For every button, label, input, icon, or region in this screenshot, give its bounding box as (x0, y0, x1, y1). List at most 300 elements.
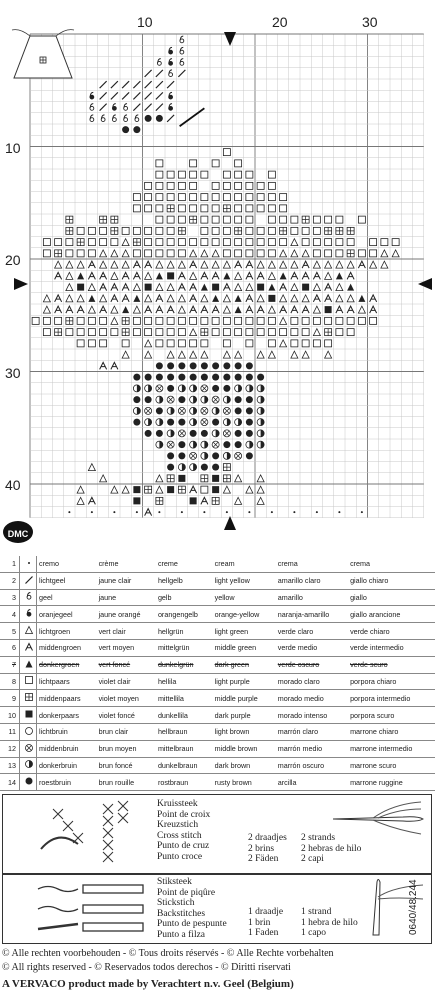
needle-icon (333, 799, 428, 839)
stitch-tri-open (325, 272, 332, 279)
legend-color-name: morado intenso (276, 707, 348, 724)
stitch-sq-open (223, 216, 230, 223)
stitch-sq-open (88, 329, 95, 336)
legend-color-name: light brown (213, 723, 276, 740)
legend-color-name: verde intermedio (348, 639, 435, 656)
stitch-sq-grid (235, 227, 242, 234)
stitch-ci-half (145, 419, 152, 426)
stitch-ci-x (212, 396, 219, 403)
stitch-six-bold (169, 92, 173, 99)
stitch-slash (122, 92, 129, 99)
stitch-tri-open (347, 295, 354, 302)
copyright-line-2: © All rights reserved - © Reservados todos derechos - © Diritti riservati (2, 962, 291, 973)
stitch-tri-open (145, 340, 152, 347)
stitch-tri-a (88, 261, 95, 268)
stitch-six (112, 115, 116, 122)
stitch-tri-open (66, 295, 73, 302)
stitch-tri-a (246, 261, 253, 268)
legend-color-name: marrone chiaro (348, 723, 435, 740)
legend-color-name: brun clair (97, 723, 156, 740)
stitch-ci-half (257, 407, 264, 414)
legend-number: 13 (0, 757, 20, 774)
legend-color-name: morado claro (276, 673, 348, 690)
stitch-tri-a (313, 272, 320, 279)
legend-color-name: orangengelb (156, 606, 213, 623)
stitch-ci-solid (190, 374, 197, 381)
legend-row (0, 589, 435, 606)
stitch-ci-x (235, 452, 242, 459)
stitch-sq-open (246, 205, 253, 212)
stitch-ci-half (190, 419, 197, 426)
stitch-tri-solid (201, 284, 208, 291)
stitch-sq-open (235, 317, 242, 324)
stitch-sq-open (178, 194, 185, 201)
stitch-tri-open (268, 261, 275, 268)
stitch-ci-half (246, 385, 253, 392)
stitch-sq-open (156, 205, 163, 212)
stitch-ci-half (156, 441, 163, 448)
axis-top-20: 20 (272, 14, 288, 30)
stitch-ci-half (156, 419, 163, 426)
stitch-tri-open (156, 486, 163, 493)
stitch-sq-grid (156, 497, 163, 504)
stitch-sq-open (156, 250, 163, 257)
axis-left-20: 20 (5, 252, 21, 268)
stitch-sq-open (156, 239, 163, 246)
stitch-sq-open (145, 250, 152, 257)
stitch-tri-a (55, 295, 62, 302)
axis-top-30: 30 (362, 14, 378, 30)
stitch-tri-a (190, 486, 197, 493)
stitch-tri-open (257, 497, 264, 504)
stitch-tri-a (223, 284, 230, 291)
stitch-slash (100, 81, 107, 88)
stitch-sq-open (347, 239, 354, 246)
stitch-tri-open (392, 250, 399, 257)
stitch-ci-solid (178, 374, 185, 381)
stitch-tri-open (145, 272, 152, 279)
stitch-tri-open (302, 250, 309, 257)
stitch-sq-open (77, 227, 84, 234)
stitch-sq-open (223, 317, 230, 324)
stitch-ci-x (167, 441, 174, 448)
stitch-tri-open (100, 295, 107, 302)
stitch-tri-solid (280, 272, 287, 279)
legend-symbol-icon (20, 623, 37, 640)
stitch-dot (91, 511, 93, 513)
stitch-tri-open (111, 486, 118, 493)
stitch-sq-open (156, 171, 163, 178)
stitch-tri-solid (212, 295, 219, 302)
stitch-ci-solid (246, 362, 253, 369)
legend-color-name: rostbraun (156, 774, 213, 791)
stitch-tri-open (201, 261, 208, 268)
legend-color-name: crème (97, 556, 156, 572)
stitch-tri-a (133, 261, 140, 268)
stitch-ci-half (201, 396, 208, 403)
stitch-sq-open (235, 329, 242, 336)
legend-color-name: dark brown (213, 757, 276, 774)
stitch-ci-solid (178, 419, 185, 426)
stitch-sq-open (302, 317, 309, 324)
stitch-sq-open (223, 239, 230, 246)
stitch-ci-half (133, 407, 140, 414)
stitch-tri-open (313, 329, 320, 336)
stitch-sq-open (111, 239, 118, 246)
stitch-ci-solid (235, 407, 242, 414)
stitch-tri-open (77, 295, 84, 302)
stitch-tri-a (122, 295, 129, 302)
stitch-ci-half (223, 452, 230, 459)
cross-stitch-box (2, 794, 432, 874)
legend-color-name: lichtbruin (37, 723, 97, 740)
stitch-dot (226, 511, 228, 513)
legend-color-name: cremo (37, 556, 97, 572)
stitch-sq-grid (223, 475, 230, 482)
legend-color-name: marrone ruggine (348, 774, 435, 791)
stitch-tri-solid (235, 306, 242, 313)
cross-stitch-names (157, 799, 210, 862)
stitch-tri-a (302, 272, 309, 279)
stitch-tri-a (145, 306, 152, 313)
stitch-sq-grid (178, 227, 185, 234)
stitch-sq-open (246, 227, 253, 234)
legend-number: 9 (0, 690, 20, 707)
stitch-sq-open (88, 340, 95, 347)
legend-color-name: hellila (156, 673, 213, 690)
stitch-six-bold (112, 104, 116, 111)
stitch-sq-open (223, 182, 230, 189)
stitch-tri-open (268, 306, 275, 313)
instruction-line: Kruissteek (157, 799, 198, 809)
stitch-sq-open (212, 227, 219, 234)
stitch-tri-a (178, 272, 185, 279)
stitch-tri-open (100, 261, 107, 268)
stitch-ci-half (156, 396, 163, 403)
stitch-tri-open (280, 317, 287, 324)
center-arrows (14, 32, 432, 530)
stitch-tri-open (111, 272, 118, 279)
stitch-sq-open (370, 317, 377, 324)
stitch-sq-open (223, 340, 230, 347)
stitch-sq-grid (66, 216, 73, 223)
stitch-ci-solid (178, 362, 185, 369)
maker-line: A VERVACO product made by Verachtert n.v. Geel (Belgium) (2, 978, 294, 990)
stitch-ci-solid (212, 362, 219, 369)
stitch-tri-solid (347, 284, 354, 291)
legend-symbol-icon (20, 673, 37, 690)
stitch-sq-grid (347, 227, 354, 234)
stitch-tri-open (336, 284, 343, 291)
stitch-tri-open (133, 306, 140, 313)
stitch-sq-open (280, 205, 287, 212)
stitch-tri-open (302, 351, 309, 358)
stitch-tri-solid (223, 272, 230, 279)
stitch-tri-open (280, 250, 287, 257)
stitch-tri-a (347, 272, 354, 279)
stitch-tri-a (145, 509, 152, 516)
stitch-sq-open (381, 239, 388, 246)
stitch-sq-open (325, 239, 332, 246)
stitch-tri-a (100, 306, 107, 313)
stitch-tri-open (257, 295, 264, 302)
stitch-sq-open (325, 317, 332, 324)
stitch-tri-open (190, 250, 197, 257)
stitch-tri-a (145, 261, 152, 268)
stitch-sq-open (88, 317, 95, 324)
stitch-sq-open (122, 227, 129, 234)
stitch-sq-open (32, 317, 39, 324)
stitch-tri-open (223, 351, 230, 358)
legend-color-name: marrón medio (276, 740, 348, 757)
stitch-sq-open (77, 317, 84, 324)
stitch-ci-solid (133, 374, 140, 381)
stitch-sq-open (178, 317, 185, 324)
stitch-tri-open (235, 497, 242, 504)
stitch-six-bold (169, 104, 173, 111)
legend-row (0, 723, 435, 740)
stitch-tri-a (122, 284, 129, 291)
stitch-tri-open (313, 261, 320, 268)
instruction-line: Stiksteek (157, 877, 192, 887)
stitch-sq-grid (167, 475, 174, 482)
stitch-ci-half (235, 419, 242, 426)
stitch-tri-open (122, 486, 129, 493)
stitch-tri-open (291, 261, 298, 268)
stitch-ci-x (201, 407, 208, 414)
stitch-tri-a (167, 306, 174, 313)
legend-color-name: verde oscuro (276, 656, 348, 673)
stitch-sq-open (156, 329, 163, 336)
stitch-ci-solid (167, 452, 174, 459)
stitch-tri-open (291, 351, 298, 358)
stitch-sq-open (212, 194, 219, 201)
legend-color-name: verde medio (276, 639, 348, 656)
stitch-sq-open (133, 317, 140, 324)
stitch-sq-open (100, 340, 107, 347)
legend-color-name: lichtgroen (37, 623, 97, 640)
stitch-tri-open (291, 250, 298, 257)
stitch-tri-a (178, 284, 185, 291)
arrow-left (14, 278, 28, 290)
stitch-tri-a (111, 362, 118, 369)
stitch-tri-open (280, 340, 287, 347)
stitch-ci-solid (145, 396, 152, 403)
legend-row (0, 690, 435, 707)
stitch-sq-open (145, 239, 152, 246)
legend-number: 10 (0, 707, 20, 724)
instruction-line: 1 brin (248, 917, 271, 928)
stitch-sq-open (145, 194, 152, 201)
stitch-tri-open (235, 284, 242, 291)
stitch-sq-open (212, 160, 219, 167)
bag-icon (12, 30, 74, 78)
stitch-six-bold (169, 59, 173, 66)
stitch-tri-a (291, 306, 298, 313)
stitch-sq-open (268, 239, 275, 246)
legend-color-name: porpora scuro (348, 707, 435, 724)
stitch-sq-open (88, 239, 95, 246)
stitch-ci-solid (257, 374, 264, 381)
stitch-tri-open (156, 261, 163, 268)
stitch-tri-open (100, 475, 107, 482)
stitch-tri-open (347, 261, 354, 268)
stitch-sq-open (246, 329, 253, 336)
stitch-six (90, 104, 94, 111)
stitch-slash (156, 104, 163, 111)
stitch-sq-open (133, 227, 140, 234)
legend-color-name: light purple (213, 673, 276, 690)
stitch-tri-a (302, 306, 309, 313)
stitch-sq-open (370, 250, 377, 257)
stitch-ci-solid (223, 374, 230, 381)
stitch-sq-open (223, 149, 230, 156)
legend-number: 1 (0, 556, 20, 572)
stitch-tri-a (111, 295, 118, 302)
stitch-sq-grid (133, 239, 140, 246)
stitch-tri-open (88, 284, 95, 291)
stitch-six (180, 59, 184, 66)
stitch-tri-open (223, 486, 230, 493)
legend-color-name: verde scuro (348, 656, 435, 673)
legend-color-name: mittellila (156, 690, 213, 707)
stitch-sq-grid (66, 317, 73, 324)
stitch-sq-open (280, 329, 287, 336)
stitch-ci-half (212, 430, 219, 437)
stitch-dot (316, 511, 318, 513)
stitch-tri-open (336, 295, 343, 302)
stitch-sq-open (190, 160, 197, 167)
stitch-tri-a (370, 295, 377, 302)
stitch-sq-open (167, 329, 174, 336)
stitch-sq-open (212, 216, 219, 223)
stitch-ci-half (133, 385, 140, 392)
stitch-ci-half (257, 385, 264, 392)
stitch-ci-solid (235, 441, 242, 448)
stitch-tri-open (190, 329, 197, 336)
stitch-tri-open (302, 295, 309, 302)
stitch-ci-half (190, 396, 197, 403)
instruction-line: Point de piqûre (157, 887, 216, 898)
arrow-bottom (224, 516, 236, 530)
legend-color-name: gelb (156, 589, 213, 606)
stitch-sq-open (257, 317, 264, 324)
stitch-sq-open (190, 340, 197, 347)
axis-left-40: 40 (5, 477, 21, 493)
legend-color-name: light green (213, 623, 276, 640)
stitch-six-bold (169, 47, 173, 54)
instruction-line: Cross stitch (157, 830, 202, 841)
stitch-ci-solid (246, 374, 253, 381)
stitch-six (101, 115, 105, 122)
stitch-tri-a (347, 306, 354, 313)
stitch-sq-open (223, 171, 230, 178)
stitch-ci-solid (167, 385, 174, 392)
stitch-ci-half (178, 385, 185, 392)
legend-symbol-icon (20, 589, 37, 606)
stitch-tri-open (313, 306, 320, 313)
stitch-tri-a (122, 272, 129, 279)
stitch-tri-open (66, 261, 73, 268)
stitch-ci-half (145, 385, 152, 392)
stitch-sq-open (156, 160, 163, 167)
stitch-ci-solid (156, 374, 163, 381)
stitch-ci-solid (190, 362, 197, 369)
stitch-ci-solid (167, 464, 174, 471)
stitch-ci-solid (167, 374, 174, 381)
legend-number: 11 (0, 723, 20, 740)
stitch-sq-open (246, 340, 253, 347)
stitch-sq-grid (178, 486, 185, 493)
stitch-sq-open (88, 227, 95, 234)
stitch-sq-grid (66, 227, 73, 234)
stitch-dot (338, 511, 340, 513)
stitch-tri-a (257, 272, 264, 279)
stitch-sq-open (268, 250, 275, 257)
stitch-tri-a (111, 284, 118, 291)
stitch-sq-open (156, 216, 163, 223)
stitch-sq-open (223, 227, 230, 234)
stitch-sq-open (100, 227, 107, 234)
stitch-sq-open (201, 205, 208, 212)
stitch-sq-open (268, 227, 275, 234)
stitch-slash (145, 104, 152, 111)
legend-color-name: mittelgrün (156, 639, 213, 656)
backstitch-diagram (33, 879, 153, 939)
stitch-ci-solid (145, 430, 152, 437)
stitch-ci-half (223, 419, 230, 426)
stitch-sq-grid (77, 239, 84, 246)
stitch-sq-open (291, 227, 298, 234)
legend-color-name: lichtpaars (37, 673, 97, 690)
stitch-sq-grid (145, 486, 152, 493)
legend-color-name: dunkellila (156, 707, 213, 724)
stitch-tri-open (178, 306, 185, 313)
legend-row (0, 556, 435, 572)
legend-color-name: oranjegeel (37, 606, 97, 623)
stitch-tri-a (201, 497, 208, 504)
stitch-sq-open (336, 250, 343, 257)
stitch-tri-a (190, 295, 197, 302)
stitch-sq-open (111, 329, 118, 336)
stitch-sq-open (133, 250, 140, 257)
stitch-sq-open (201, 171, 208, 178)
stitch-sq-grid (111, 227, 118, 234)
stitch-sq-grid (55, 329, 62, 336)
stitch-sq-open (358, 216, 365, 223)
stitch-tri-open (122, 261, 129, 268)
stitch-tri-open (111, 306, 118, 313)
stitch-tri-open (77, 486, 84, 493)
stitch-tri-open (257, 475, 264, 482)
stitch-sq-open (43, 317, 50, 324)
copyright-line-1: © Alle rechten voorbehouden - © Tous droits réservés - © Alle Rechte vorbehalten (2, 948, 334, 959)
legend-symbol-icon (20, 723, 37, 740)
legend-symbol-icon (20, 757, 37, 774)
legend-color-name: geel (37, 589, 97, 606)
stitch-sq-grid (167, 205, 174, 212)
stitch-sq-open (201, 239, 208, 246)
stitch-ci-solid (223, 441, 230, 448)
axis-left-30: 30 (5, 365, 21, 381)
stitch-tri-solid (77, 272, 84, 279)
stitch-sq-open (336, 329, 343, 336)
stitch-sq-open (201, 227, 208, 234)
stitch-sq-open (201, 340, 208, 347)
stitch-tri-open (77, 261, 84, 268)
legend-color-name: lichtgeel (37, 572, 97, 589)
stitch-tri-a (77, 306, 84, 313)
